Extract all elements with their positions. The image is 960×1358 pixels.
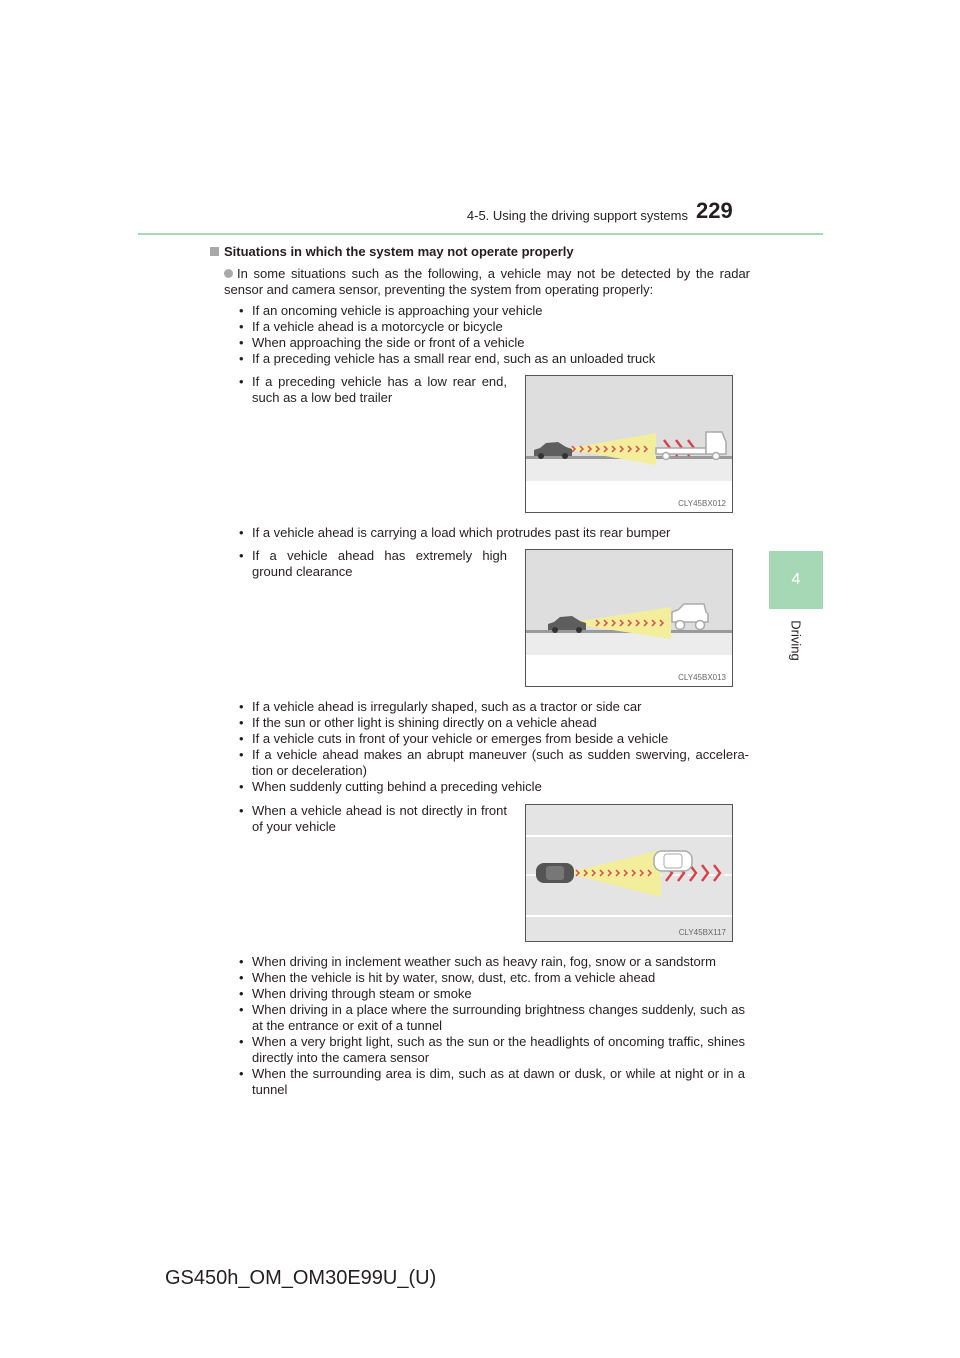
list-item: • If a vehicle ahead makes an abrupt maneuver (such as sudden swerving, accelera-tion or deceleration) [239, 747, 749, 779]
figure-low-bed-trailer [525, 375, 733, 513]
figure-1-caption [239, 374, 507, 406]
list-item: • If a vehicle cuts in front of your vehicle or emerges from beside a vehicle [239, 731, 749, 747]
chapter-tab [769, 551, 823, 609]
figure-caption: • If a preceding vehicle has a low rear end, such as a low bed trailer [239, 374, 507, 406]
list-item: • When the vehicle is hit by water, snow, dust, etc. from a vehicle ahead [239, 970, 745, 986]
list-item: • If a preceding vehicle has a small rear end, such as an unloaded truck [239, 351, 749, 367]
list-item: • When driving in inclement weather such as heavy rain, fog, snow or a sandstorm [239, 954, 745, 970]
list-item: • If an oncoming vehicle is approaching your vehicle [239, 303, 749, 319]
preceding-car-icon [654, 851, 692, 871]
figure-high-ground-clearance [525, 549, 733, 687]
header-divider [138, 233, 823, 235]
intro-text: In some situations such as the following, a vehicle may not be detected by the radar sensor and camera sensor, preventing the system from operating properly: [224, 266, 750, 297]
list-item: • If a vehicle ahead is carrying a load which protrudes past its rear bumper [239, 525, 749, 541]
figure-code: CLY45BX013 [678, 673, 726, 682]
figure-2-caption [239, 548, 507, 580]
own-car-icon [536, 863, 574, 883]
figure-code: CLY45BX117 [678, 928, 726, 937]
manual-code-footer: GS450h_OM_OM30E99U_(U) [165, 1267, 437, 1289]
list-item: • If a vehicle ahead is a motorcycle or bicycle [239, 319, 749, 335]
list-item: • If the sun or other light is shining directly on a vehicle ahead [239, 715, 749, 731]
list-item: • When a very bright light, such as the sun or the headlights of oncoming traffic, shines directly into the camera sensor [239, 1034, 745, 1066]
condition-list-4 [239, 954, 745, 1098]
figure-code: CLY45BX012 [678, 499, 726, 508]
figure-caption: • When a vehicle ahead is not directly in front of your vehicle [239, 803, 507, 835]
list-item: • When approaching the side or front of a vehicle [239, 335, 749, 351]
figure-3-caption [239, 803, 507, 835]
list-item: • When suddenly cutting behind a preceding vehicle [239, 779, 749, 795]
figure-caption: • If a vehicle ahead has extremely high ground clearance [239, 548, 507, 580]
intro-paragraph [224, 266, 750, 298]
list-item: • When driving in a place where the surrounding brightness changes suddenly, such as at the entrance or exit of a tunnel [239, 1002, 745, 1034]
chapter-number: 4 [791, 571, 801, 588]
square-bullet-icon [210, 247, 219, 256]
circle-bullet-icon [224, 269, 233, 278]
list-item: • When the surrounding area is dim, such as at dawn or dusk, or while at night or in a tunnel [239, 1066, 745, 1098]
condition-list-3 [239, 699, 749, 795]
condition-list-1 [239, 303, 749, 367]
list-item: • If a vehicle ahead is irregularly shaped, such as a tractor or side car [239, 699, 749, 715]
chapter-label: Driving [788, 619, 804, 661]
running-header-title: 4-5. Using the driving support systems [466, 208, 688, 223]
section-heading-text: Situations in which the system may not operate properly [224, 244, 574, 259]
chapter-label-container [769, 610, 823, 670]
list-item: • When driving through steam or smoke [239, 986, 745, 1002]
page-number: 229 [696, 198, 733, 223]
section-heading [210, 244, 574, 260]
figure-vehicle-offset [525, 804, 733, 942]
condition-list-2 [239, 525, 749, 541]
